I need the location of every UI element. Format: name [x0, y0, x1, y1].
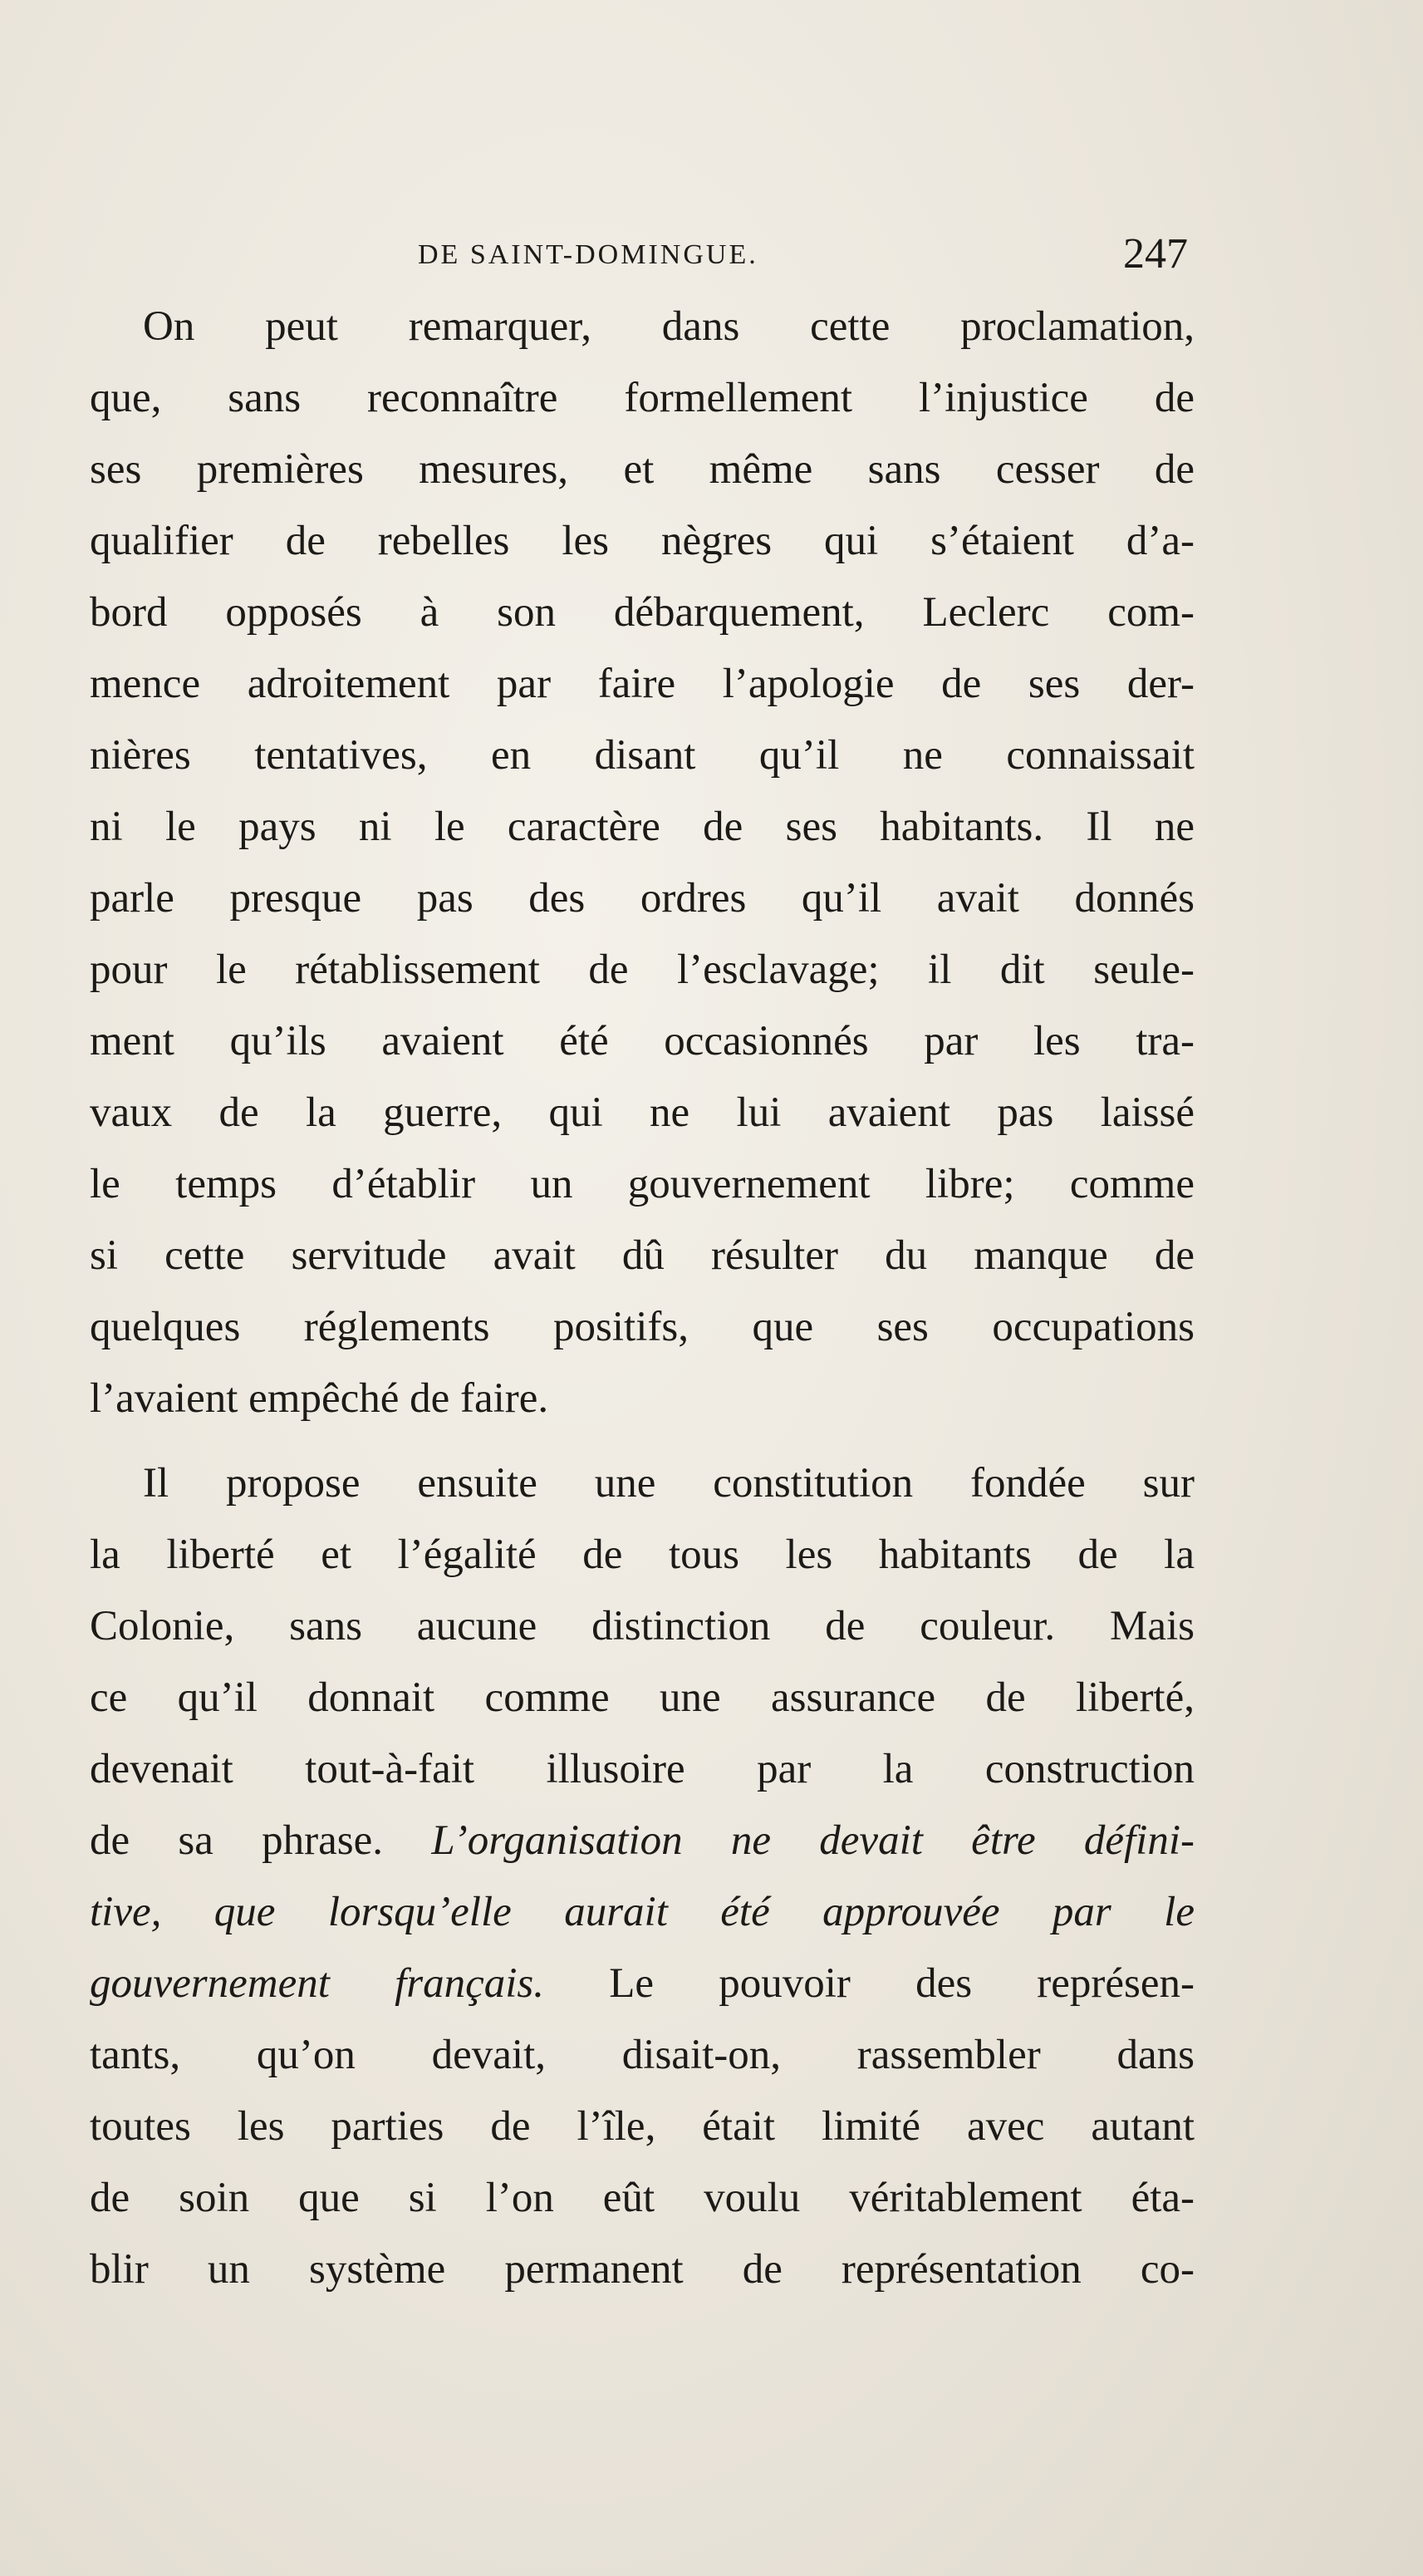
text-line [90, 1805, 1195, 1876]
running-head-title: DE SAINT-DOMINGUE. [418, 239, 758, 270]
text-line: tants, qu’on devait, disait-on, rassembler dans [90, 2032, 1195, 2078]
text-line: que, sans reconnaître formellement l’injustice de [90, 375, 1195, 421]
text-line: le temps d’établir un gouvernement libre; comme [90, 1161, 1195, 1207]
text-line: Il propose ensuite une constitution fondée sur [143, 1460, 1195, 1507]
text-line: blir un système permanent de représentation co- [90, 2246, 1195, 2293]
text-line: parle presque pas des ordres qu’il avait donnés [90, 875, 1195, 922]
text-line: qualifier de rebelles les nègres qui s’étaient d’a- [90, 518, 1195, 564]
text-line: On peut remarquer, dans cette proclamation, [143, 303, 1195, 350]
page-number: 247 [1123, 230, 1188, 278]
text-line: bord opposés à son débarquement, Leclerc com- [90, 589, 1195, 636]
text-line [90, 1876, 1195, 1948]
italic-text-run: tive, que lorsqu’elle aurait été approuvée par le [90, 1889, 1195, 1935]
text-line: ni le pays ni le caractère de ses habitants. Il ne [90, 804, 1195, 850]
running-head [90, 230, 1188, 284]
text-line [90, 1948, 1195, 2019]
text-line: quelques réglements positifs, que ses occupations [90, 1304, 1195, 1350]
text-line: ment qu’ils avaient été occasionnés par les tra- [90, 1018, 1195, 1064]
text-run: Le pouvoir des représen- [609, 1960, 1195, 2007]
text-line: l’avaient empêché de faire. [90, 1375, 549, 1422]
text-run: de sa phrase. [90, 1817, 384, 1864]
text-line: si cette servitude avait dû résulter du manque de [90, 1232, 1195, 1279]
text-line: Colonie, sans aucune distinction de couleur. Mais [90, 1603, 1195, 1649]
text-line: ce qu’il donnait comme une assurance de liberté, [90, 1674, 1195, 1721]
text-line: la liberté et l’égalité de tous les habitants de la [90, 1531, 1195, 1578]
italic-text-run: L’organisation ne devait être défini- [431, 1817, 1195, 1864]
text-line: ses premières mesures, et même sans cesser de [90, 446, 1195, 493]
text-line: toutes les parties de l’île, était limité avec autant [90, 2103, 1195, 2150]
text-line: nières tentatives, en disant qu’il ne connaissait [90, 732, 1195, 779]
italic-text-run: gouvernement français. [90, 1960, 545, 2007]
text-line: pour le rétablissement de l’esclavage; il dit seule- [90, 946, 1195, 993]
text-line: vaux de la guerre, qui ne lui avaient pas laissé [90, 1089, 1195, 1136]
body-text [90, 291, 1195, 2305]
text-line: mence adroitement par faire l’apologie de ses der- [90, 661, 1195, 707]
text-line: de soin que si l’on eût voulu véritablement éta- [90, 2175, 1195, 2221]
text-line: devenait tout-à-fait illusoire par la construction [90, 1746, 1195, 1792]
